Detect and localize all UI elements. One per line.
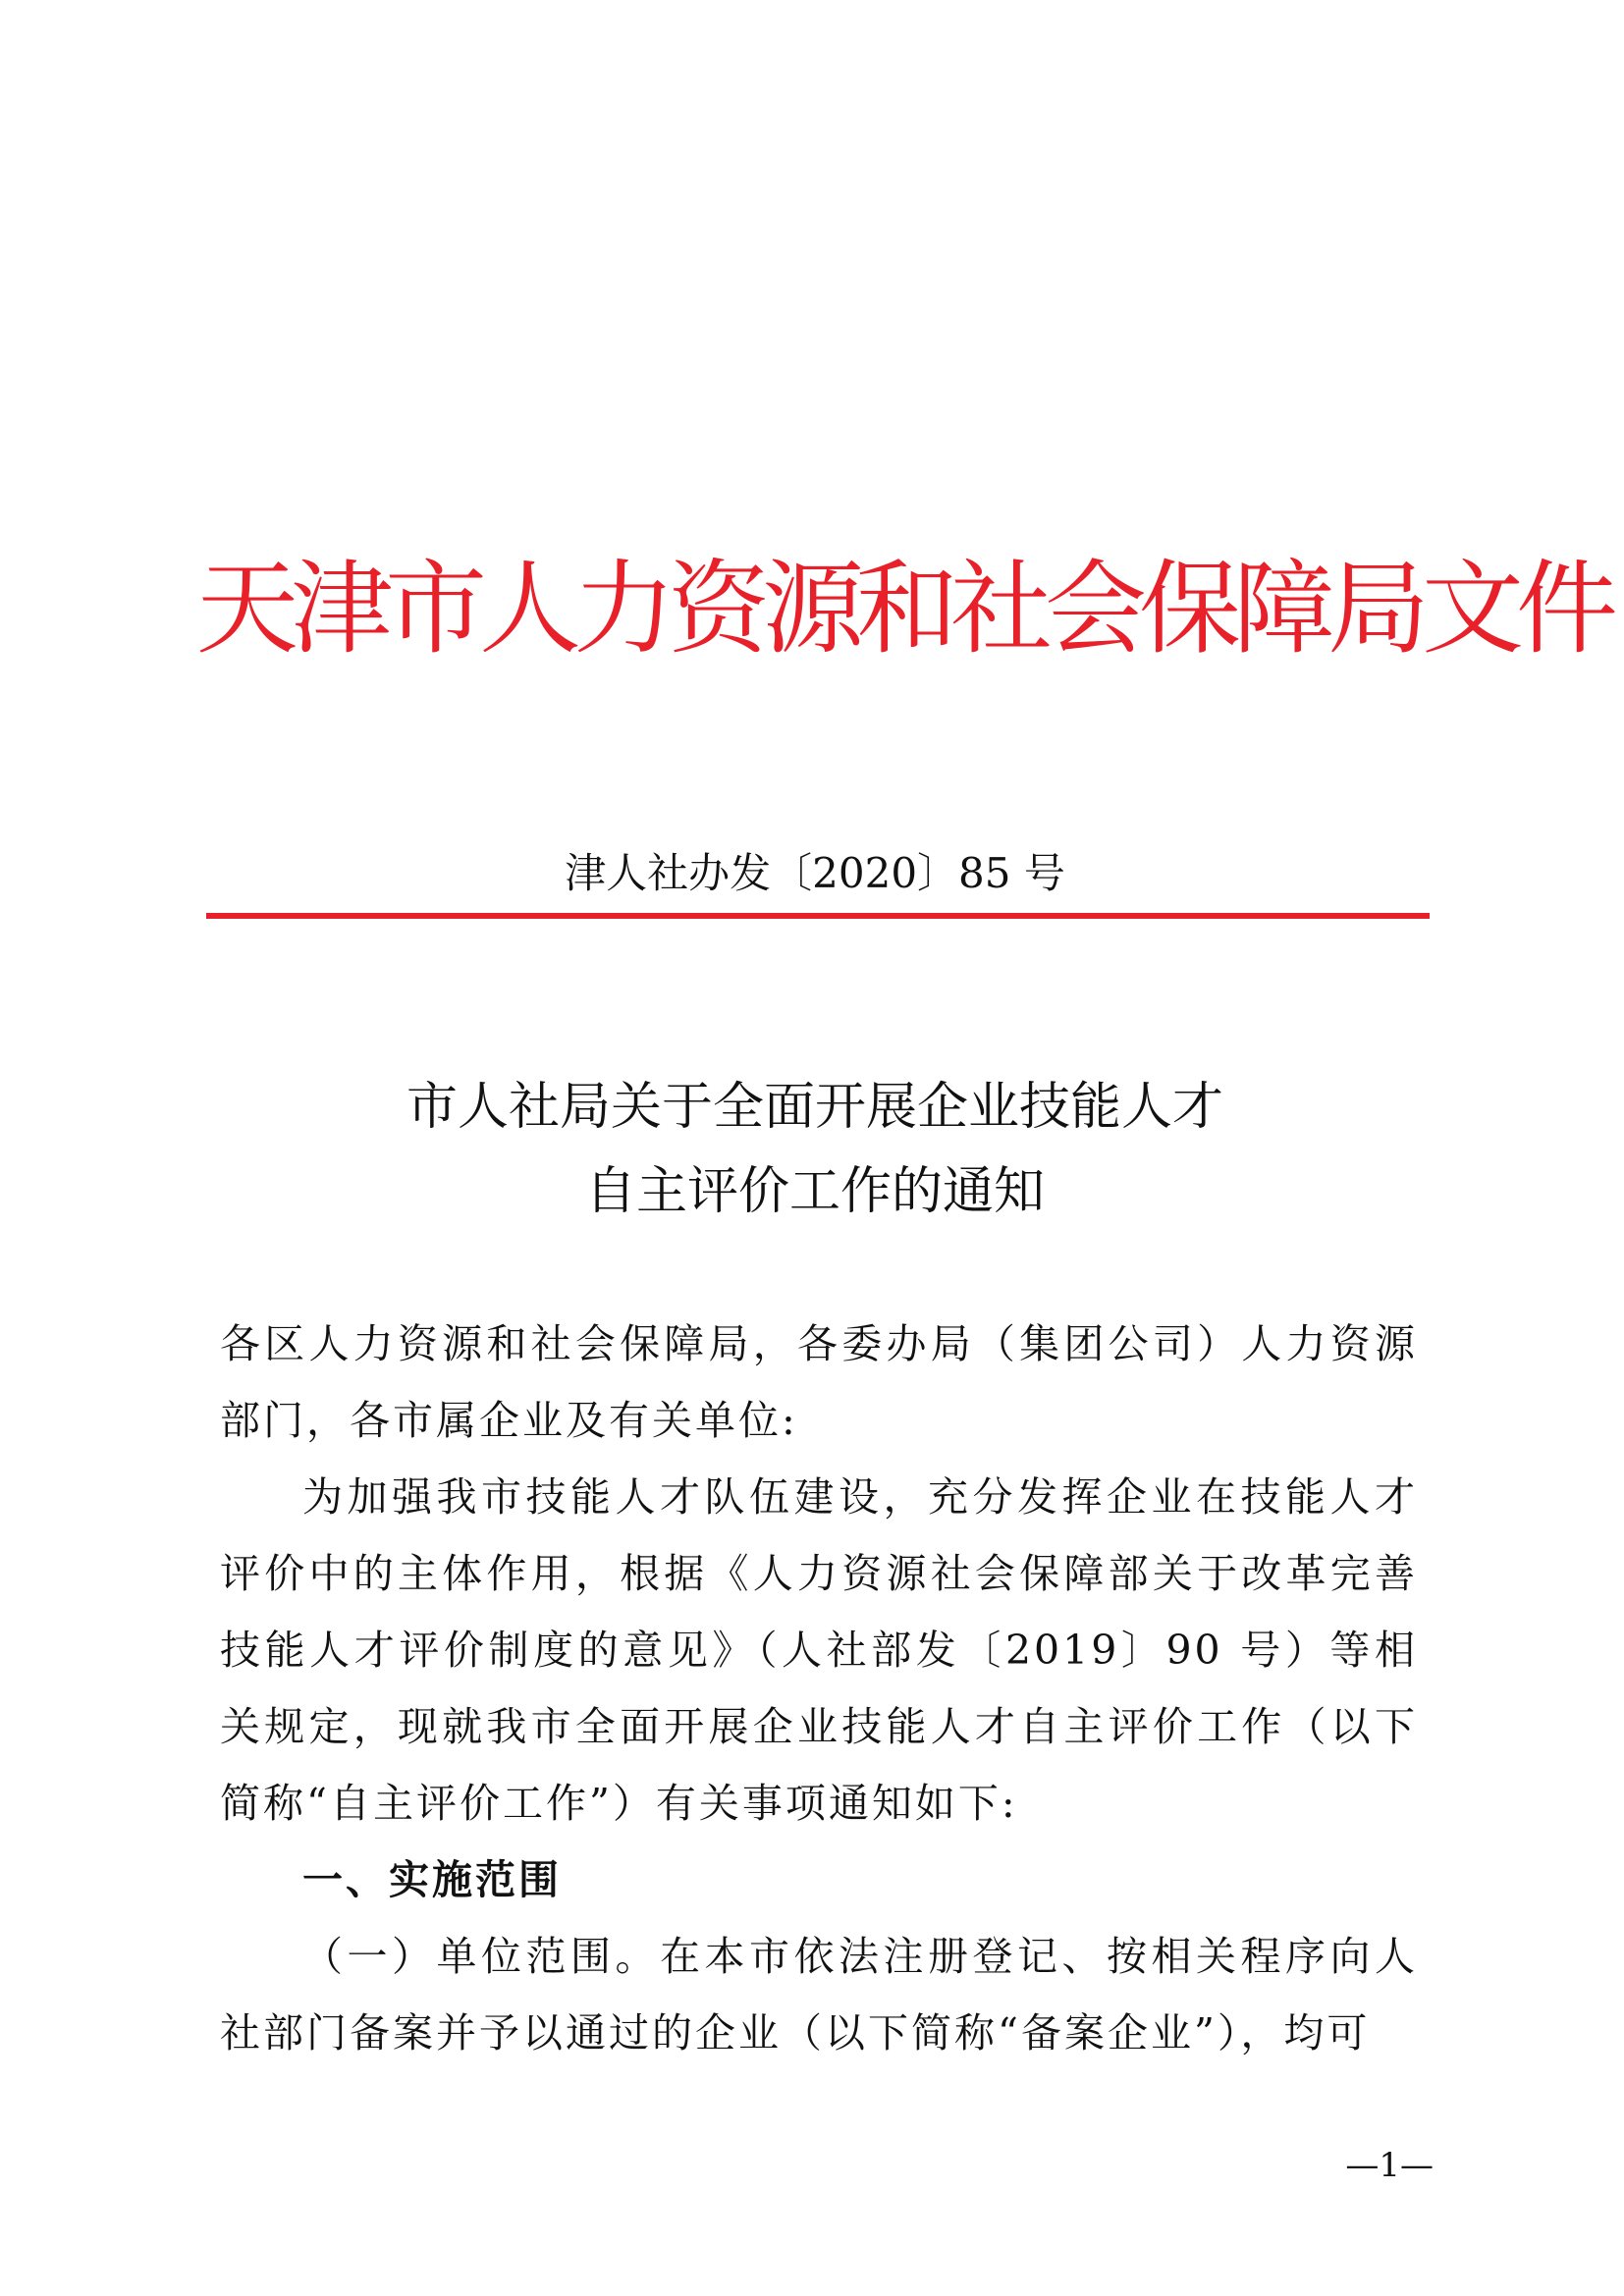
notice-title-line-2: 自主评价工作的通知 xyxy=(584,1162,1045,1221)
notice-title-line-1: 市人社局关于全面开展企业技能人才 xyxy=(406,1078,1223,1137)
section-heading: 一、实施范围 xyxy=(302,1856,562,1903)
notice-title xyxy=(196,1065,1434,1234)
salutation: 各区人力资源和社会保障局，各委办局（集团公司）人力资源部门，各市属企业及有关单位: xyxy=(220,1320,1418,1444)
intro-paragraph: 为加强我市技能人才队伍建设，充分发挥企业在技能人才评价中的主体作用，根据《人力资源社会保障部关于改革完善技能人才评价制度的意见》（人社部发〔2019〕90 号）等相关规定，现就我市全面开展企业技能人才自主评价工作（以下简称“自主评价工作”）有关事项通知如下: xyxy=(220,1473,1418,1827)
red-divider-line xyxy=(206,913,1430,919)
masthead-title: 天津市人力资源和社会保障局文件 xyxy=(196,549,1611,668)
document-number: 津人社办发〔2020〕85 号 xyxy=(565,849,1065,897)
notice-body xyxy=(220,1306,1418,2071)
page-number: —1— xyxy=(1345,2146,1434,2185)
section-item-paragraph: （一）单位范围。在本市依法注册登记、按相关程序向人社部门备案并予以通过的企业（以下简称“备案企业”），均可 xyxy=(220,1933,1418,2056)
